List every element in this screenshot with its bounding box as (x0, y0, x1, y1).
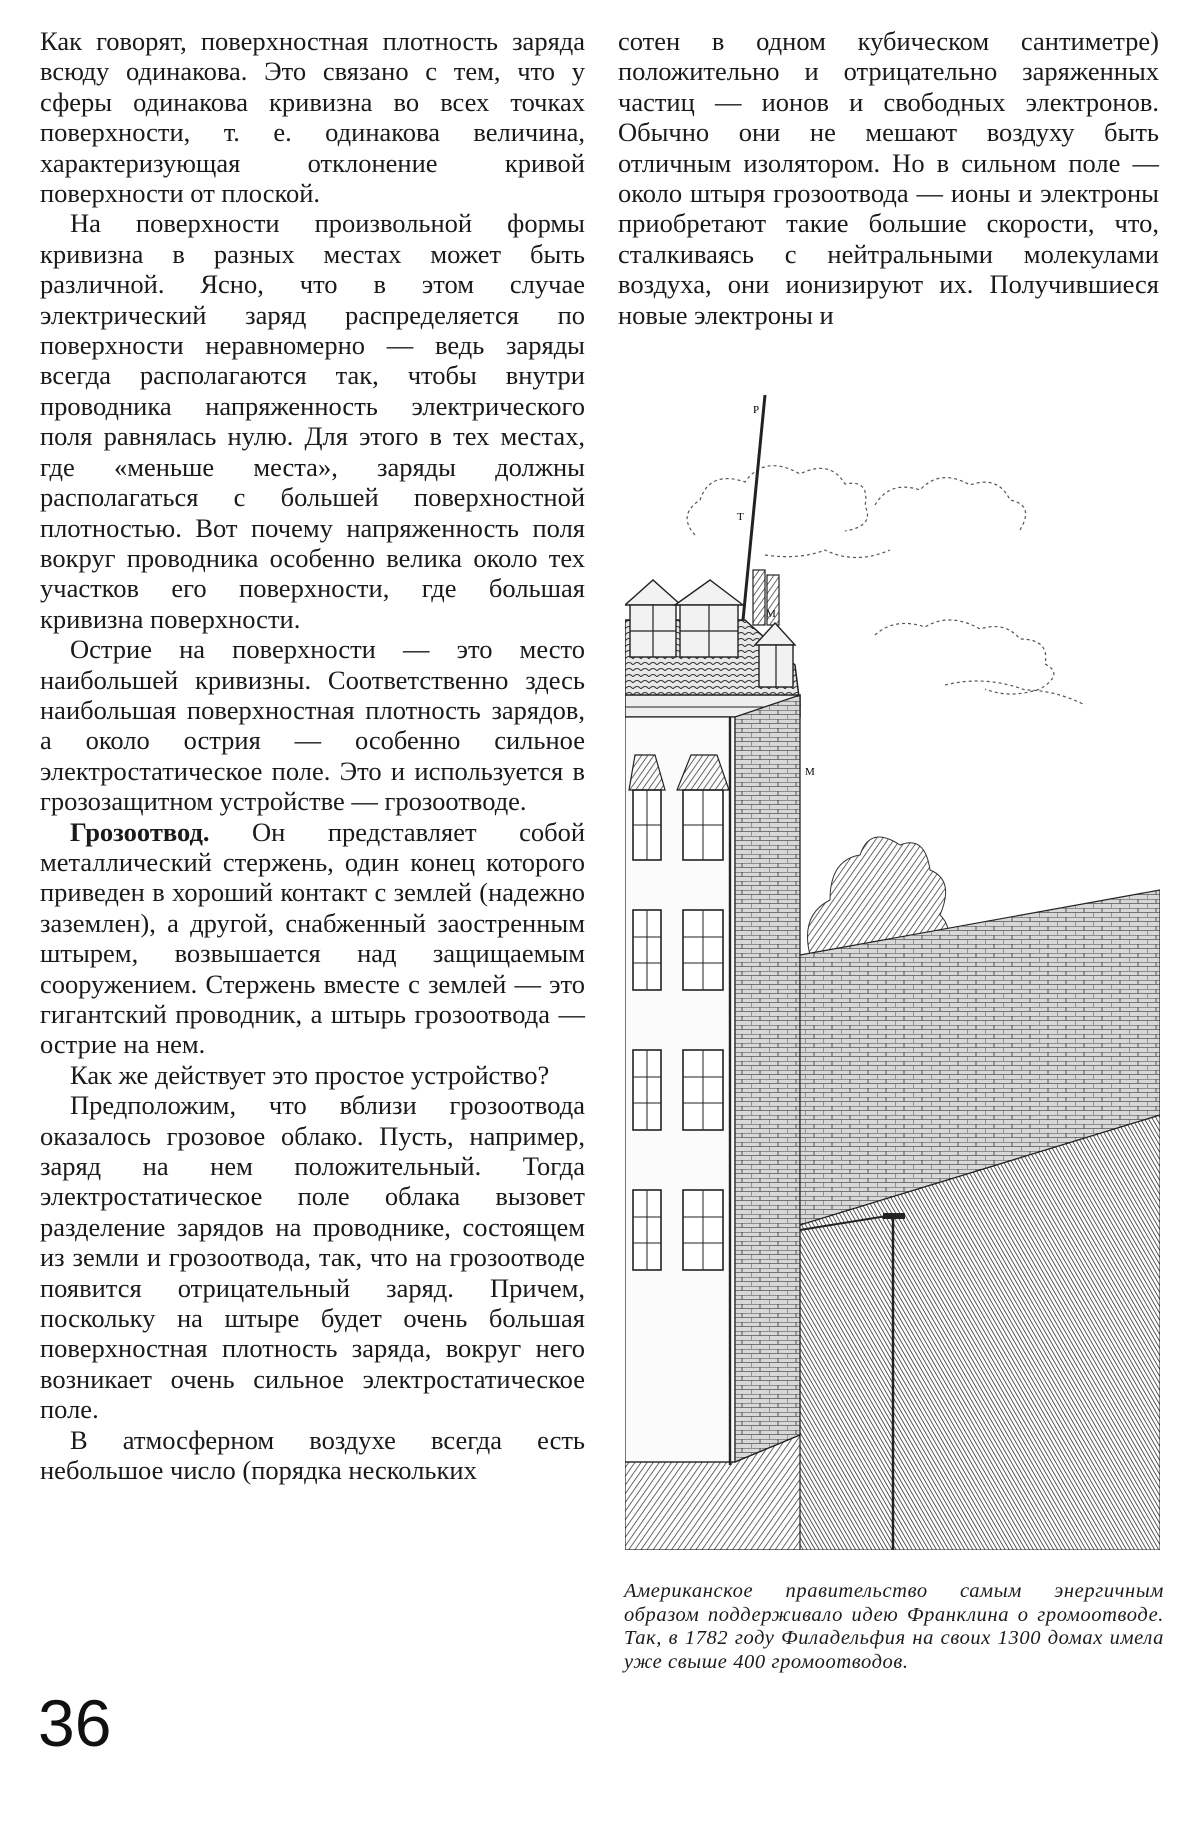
paragraph-body: Он представляет собой металлический стержень, один конец которого приведен в хороший контакт с землей (надежно заземлен), а другой, снабженный заостренным штырем, возвышается над защищаемым сооружением. Стержень вместе с землей — это гигантский проводник, а штырь грозоотвода — острие на нем. (40, 816, 585, 1060)
paragraph (40, 817, 585, 1060)
figure-caption: Американское правительство самым энергичным образом поддерживало идею Франклина о громоотводе. Так, в 1782 году Филадельфия на своих 1300 домах имела уже свыше 400 громоотводов. (624, 1580, 1164, 1673)
building-engraving (625, 395, 1160, 1550)
label-m-mid: M (805, 766, 815, 778)
right-column (618, 26, 1159, 330)
paragraph: На поверхности произвольной формы кривизна в разных местах может быть различной. Ясно, что в этом случае электрический заряд распределяется по поверхности неравномерно — ведь заряды всегда располагаются так, чтобы внутри проводника напряженность электрического поля равнялась нулю. Для этого в тех местах, где «меньше места», заряды должны располагаться с большей поверхностной плотностью. Вот почему напряженность поля вокруг проводника особенно велика около тех участков его поверхности, где большая кривизна поверхности. (40, 208, 585, 634)
page-number: 36 (38, 1686, 112, 1760)
paragraph: Предположим, что вблизи грозоотвода оказалось грозовое облако. Пусть, например, заряд на нем положительный. Тогда электростатическое поле облака вызовет разделение зарядов на проводнике, состоящем из земли и грозоотвода, так, что на грозоотводе появится отрицательный заряд. Причем, поскольку на штыре будет очень большая поверхностная плотность заряда, вокруг него возникает очень сильное электростатическое поле. (40, 1090, 585, 1425)
lightning-rod-illustration (625, 395, 1160, 1550)
label-t: T (737, 511, 744, 523)
paragraph: Как говорят, поверхностная плотность заряда всюду одинакова. Это связано с тем, что у сферы одинакова кривизна во всех точках поверхности, т. е. одинакова величина, характеризующая отклонение кривой поверхности от плоской. (40, 26, 585, 209)
paragraph: Как же действует это простое устройство? (70, 1059, 550, 1090)
left-column (40, 26, 585, 1486)
paragraph: Острие на поверхности — это место наибольшей кривизны. Соответственно здесь наибольшая поверхностная плотность зарядов, а около острия — особенно сильное электростатическое поле. Это и используется в грозозащитном устройстве — грозоотводе. (40, 634, 585, 817)
label-p: P (753, 404, 760, 416)
run-in-heading: Грозоотвод. (70, 816, 210, 847)
paragraph: В атмосферном воздухе всегда есть небольшое число (порядка нескольких (40, 1424, 585, 1486)
paragraph: сотен в одном кубическом сантиметре) положительно и отрицательно заряженных частиц — ионов и свободных электронов. Обычно они не мешают воздуху быть отличным изолятором. Но в сильном поле — около штыря грозоотвода — ионы и электроны приобретают такие большие скорости, что, сталкиваясь с нейтральными молекулами воздуха, они ионизируют их. Получившиеся новые электроны и (618, 26, 1159, 330)
